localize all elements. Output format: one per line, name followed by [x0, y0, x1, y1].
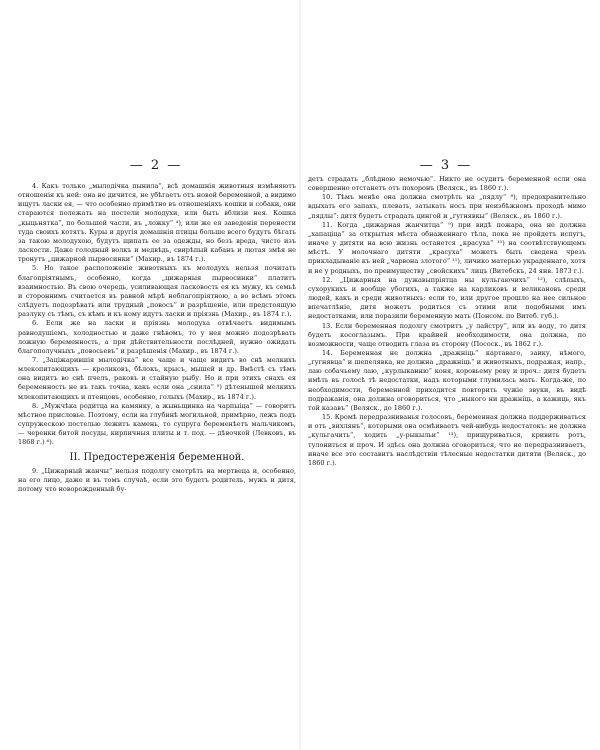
paragraph-12: 12. „Цижарныя на дужавыпріятца ны кульгаючихъ“ ¹²), слѣпыхъ, сухорукихъ и вообще убогихъ, а также на карликовъ и великановъ среди людей, какъ и среди животныхъ: если то, или другое прошло на нее сильное впечатлѣніе, дитя можетъ родиться съ этими или подобными имъ недостатками, или поразили беременную мать (Понсом. по Витеб. губ.).: [308, 275, 586, 321]
paragraph-4: 4. Какъ только „мылодічка пынила“, всѣ домашнія животныя измѣняютъ отношенія къ ней: она не дичится, не убѣгаетъ отъ новой беременной, а видимо ищутъ ласки ея, — что особенно примѣтно въ отношеніяхъ кошки и собаки, они стараются полежать на постели молодухи, или быть вблизи нея. Кошка „кыцьнятка“, по большей части, въ „ложку“ ⁴), или же ея заведенія перенести туда своихъ котятъ. Куры и другія домашнія птицы больше всего будутъ бѣгать за такою молодухою, будутъ щипать ее за одежды, но безъ вреда, чисто изъ ласкости. Даже голодный волкъ и медвѣдь, свирѣпый кабанъ и лютая змѣя не тронутъ „цижарной пырвосинки“ (Махир., въ 1874 г.).: [18, 182, 296, 264]
paragraph-11: 11. Когда „цижарная жанчитца“ ⁹) при видѣ пожара, она не должна „хапаціца“ за открытыя мѣста обнаженнаго тѣла, пока не пройдетъ испугъ, иначе у дитяти на всю жизнь останется „красуха“ ¹⁰) на соотвѣтствующемъ мѣстѣ. У молочнаго дитяти „красуха“ можетъ быть сведена чрезъ прикладываніе къ ней „чарвона злотого“ ¹¹), личико матерью украденнаго, хотя и не у родныхъ, по преимуществу „свойскихъ“ лицъ (Витебскъ, 24 янв. 1873 г.).: [308, 220, 586, 275]
paragraph-9: 9. „Цижарный жанчы“ нельзя подолгу смотрѣть на мертвеца и, особенно, на его лицо, даже и въ томъ случаѣ, если это будетъ родитель, мужъ и дитя, потому что новорожденный бу-: [18, 466, 296, 493]
paragraph-5: 5. Но такое расположеніе животныхъ къ молодухъ нельзя почитать благопріятнымъ, особенно, когда „цижарныя пырвосинки“ платитъ взаимностью. Въ свою очередь, усиливающая ласковость ея къ мужу, къ семьѣ и стороннимъ считается въ равной мѣрѣ неблагопріятною, а во всѣмъ этомъ слѣдуетъ подозрѣвать или трудный „повосъ“ и разрѣшеніе, или предстоящую разлуку съ тѣмъ, съ кѣмъ и къ кому идутъ ласки и пріязнь (Махир., въ 1874 г.).: [18, 264, 296, 319]
paragraph-10: 10. Тѣмъ менѣе она должна смотрѣть на „пядлу“ ⁸), предохранительно вдыхать его запахъ, плевать, затыкать носъ при неизбѣжномъ проходѣ мимо „пядлы“: дитя будетъ страдать цингой и „гугнявкы“ (Веляск., въ 1860 г.).: [308, 193, 586, 220]
paragraph-14: 14. Беременная не должна „дражніць“ картаваго, заику, нѣмого, „гугнявца“ и шепелявка, не должна „дражніць“ и животныхъ, подражая, напр., лаю собачьему лаю, „курлыканню“ коня, коровьему реву и проч.: дитя будетъ имѣть въ голосѣ тѣ недостатки, надъ которыми глумилась мать. Когда-же, по необходимости, беременной приходится повторить чужіе звуки, въ видѣ подражанія, она должна оговориться, что „ныкого ни дражніць, а кажиць, якъ той казавъ“ (Веляск., до 1860 г.).: [308, 348, 586, 412]
page-number: — 2 —: [129, 158, 183, 173]
right-page: [302, 0, 590, 750]
right-page-text: [308, 175, 586, 468]
paragraph-15: 15. Кромѣ передразниванья голосовъ, беременная должна поддерживаться и отъ „вихлянъ“, которыми она осмѣиваетъ чей-нибудь недостатокъ: не должна „кульгачить“, ходить „у-рыкыльи“ ¹³), прищуриваться, кривить ротъ, тулониться и проч. И здѣсь она должна оговориться, что не передразниваетъ, иначе все это составитъ наслѣдствіи тѣлесные недостатки дитяти (Веляск., до 1860 г.).: [308, 413, 586, 467]
left-page-text: [18, 182, 296, 494]
section-heading: II. Предостереженія беременной.: [69, 451, 245, 463]
paragraph-8: 8. „Мужчѣка родитца на камянку, а жыньщинка на чарпыіца“ — говоритъ мѣстное присловье. Поэтому, если на глубинѣ могильной, примѣрно, лежъ подъ супружескою постелью лежитъ камень, то супруга беременѣетъ мальчикомъ, — черенки битой посуды, кирпичныя плиты и т. под. — дѣвочкой (Левковъ, въ 1868 г.) ⁶).: [18, 401, 296, 447]
paragraph-7: 7. „Заціжарившія мылодічка“ все чаще и чаще видитъ во снѣ мелкихъ млекопитающихъ — кроликовъ, бѣлокъ, крысъ, мышей и др. Вмѣстѣ съ тѣмъ она видитъ во снѣ пчелъ, раковъ и стайную рыбу. Но и при этихъ снахъ ея беременность не въ такъ точна, какъ если она „снила“ ⁵) дѣтенышей мелкихъ млекопитающихъ и птенцовъ, особенно, голыхъ (Махир., въ 1874 г.).: [18, 355, 296, 401]
page-number: — 3 —: [419, 158, 473, 173]
paragraph-6: 6. Если же на ласки и пріязнь молодуха отвѣчаетъ видимымъ равнодушіемъ, холодностью и даже гнѣвомъ, то у нея можно подозрѣвать ложную беременность, а при дѣйствительности послѣдней, нужно ожидать благополучныхъ „повосьевъ“ и разрѣшенія (Махир., въ 1874 г.).: [18, 319, 296, 355]
left-page: [12, 0, 300, 750]
paragraph-9-continued: детъ страдать „блѣдною немочью“. Никто не осудитъ беременной если она совершенно отстанетъ отъ похоронъ (Веляск., въ 1860 г.).: [308, 175, 586, 193]
paragraph-13: 13. Если беременная подолгу смотритъ „у лайстру“, или въ воду, то дитя будетъ косоглазымъ. При крайней необходимости, она должна, по возможности, чаще отводить глаза въ сторону (Пососк., въ 1862 г.).: [308, 321, 586, 348]
